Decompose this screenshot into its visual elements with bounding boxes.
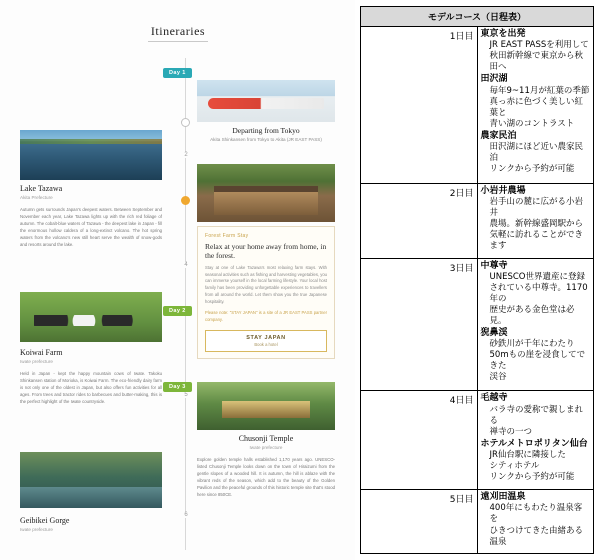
activity-heading: 小岩井農場 (480, 185, 526, 196)
gorge-image (20, 452, 162, 508)
activity-block (481, 29, 591, 73)
timeline-track (185, 58, 186, 550)
table-header: モデルコース（日程表） (361, 7, 594, 27)
activity-heading: 毛越寺 (480, 393, 508, 404)
section-title: Chusonji Temple (238, 434, 294, 443)
activity-block (481, 261, 591, 327)
activity-line: UNESCO世界遺産に登録 (489, 271, 585, 282)
page-title: Itineraries (150, 24, 206, 38)
activity-heading: 遠刈田温泉 (480, 492, 526, 503)
activity-heading: 東京を出発 (480, 29, 526, 39)
section-prefecture: Iwate prefecture (20, 527, 53, 532)
timeline-number: 2 (176, 152, 196, 158)
activity-block (481, 131, 591, 175)
section-geibikei-gorge (20, 516, 162, 532)
stay-japan-button-label: STAY JAPAN (246, 334, 286, 341)
activity-line: 気軽に訪れることができます (489, 229, 584, 251)
activity-line: されている中尊寺。1170年の (489, 282, 588, 304)
photo-geibikei-gorge[interactable] (20, 452, 162, 508)
section-prefecture: Akita Prefecture (20, 195, 53, 200)
day-content (477, 183, 594, 258)
section-lake-tazawa (20, 184, 162, 248)
photo-chusonji-temple[interactable] (197, 382, 335, 430)
promo-title: Relax at your home away from home, in the forest. (205, 242, 327, 260)
activity-heading: 田沢湖 (480, 74, 508, 85)
photo-title: Departing from Tokyo (232, 126, 300, 135)
section-title: Geibikei Gorge (20, 516, 70, 525)
table-row (361, 258, 594, 391)
day-chip-3[interactable]: Day 3 (163, 382, 192, 392)
activity-block (481, 439, 591, 483)
promo-kicker: Forest Farm Stay (205, 233, 249, 239)
day-label: 4日目 (361, 391, 478, 490)
lake-image (20, 130, 162, 180)
activity-line: 歴史がある金色堂は必見。 (489, 304, 575, 327)
activity-block (481, 328, 591, 383)
activity-heading: 農家民泊 (480, 130, 517, 141)
photo-lake-tazawa[interactable] (20, 130, 162, 180)
day-content (477, 27, 594, 184)
model-course-table-panel (356, 0, 600, 560)
section-body: Held in Japan - kept the happy mountain cows of Iwate. Takoku Shinkansen station of Morioka, is Koiwai Farm. The eco-friendly dairy farm is not only one of the oldest in Japan, but also offers fun activities for all ages. From trees and tractor rides to barbecues and butter-making, this is the perfect highlight of the Iwate countryside. (20, 371, 162, 405)
section-koiwai-farm (20, 348, 162, 405)
activity-line: 50mもの崖を浸食してできた (489, 350, 586, 372)
activity-line: リンクから予約が可能 (489, 164, 575, 175)
activity-heading: ホテルメトロポリタン仙台 (480, 438, 588, 449)
activity-line: 田沢湖にほど近い農家民泊 (489, 142, 584, 164)
activity-line: 青い湖のコントラスト (489, 118, 575, 129)
stay-japan-button[interactable] (205, 330, 327, 352)
activity-block (481, 492, 591, 547)
activity-heading: 猊鼻渓 (480, 328, 508, 339)
activity-block (481, 186, 591, 252)
table-row (361, 183, 594, 258)
table-row (361, 27, 594, 184)
activity-line: シティホテル (489, 461, 540, 471)
timeline-number: 4 (176, 262, 196, 268)
activity-line: 秋田新幹線で東京から秋田へ (489, 51, 584, 73)
section-title: Koiwai Farm (20, 348, 63, 357)
activity-line: JR EAST PASSを利用して (489, 40, 589, 51)
activity-line: 毎年9~11月が紅葉の季節 (489, 85, 590, 96)
activity-line: 400年にもわたり温泉客を (489, 503, 583, 525)
activity-line: 砂鉄川が千年にわたり (489, 339, 575, 350)
photo-departing-tokyo[interactable] (197, 80, 335, 144)
activity-block (481, 74, 591, 129)
farmhouse-image (197, 164, 335, 222)
day-content (477, 391, 594, 490)
day-label: 1日目 (361, 27, 478, 184)
activity-line: 禅寺の一つ (489, 426, 533, 437)
cows-image (20, 292, 162, 342)
table-row (361, 490, 594, 554)
photo-koiwai-farm[interactable] (20, 292, 162, 342)
day-chip-1[interactable]: Day 1 (163, 68, 192, 78)
table-row (361, 391, 594, 490)
timeline-dot-active[interactable] (181, 196, 190, 205)
section-body: Explore golden temple halls established 1,170 years ago. UNESCO-listed Chusonji Temple looks down on the town of Hiraizumi from the gentle slopes of a wooded hill. It is autumn, the hill is ablaze with the vibrant reds of the season, which add to the beauty of the Golden Pavilion and the peaceful grounds of this historic temple site that's stood here since 850CE. (197, 457, 335, 498)
activity-heading: 中尊寺 (480, 260, 508, 271)
activity-line: 岩手山の麓に広がる小岩井 (489, 196, 584, 218)
activity-line: 農場。新幹線盛岡駅から (489, 218, 584, 229)
day-label: 3日目 (361, 258, 478, 391)
activity-line: 真っ赤に色づく美しい紅葉と (489, 96, 584, 118)
activity-line: リンクから予約が可能 (489, 472, 575, 483)
activity-line: バラ寺の愛称で親しまれる (489, 404, 584, 426)
timeline-dot[interactable] (181, 118, 190, 127)
temple-image (197, 382, 335, 430)
title-divider (148, 41, 208, 42)
section-chusonji-temple (197, 434, 335, 498)
book-hotel-label: Book a hotel (254, 341, 278, 347)
promo-note: Please note: "STAY JAPAN" is a site of a JR EAST PASS partner company. (205, 310, 327, 323)
day-chip-2[interactable]: Day 2 (163, 306, 192, 316)
shinkansen-image (197, 80, 335, 122)
activity-line: 渓谷 (489, 372, 507, 383)
timeline-number: 6 (176, 512, 196, 518)
day-label: 5日目 (361, 490, 478, 554)
photo-forest-farm[interactable] (197, 164, 335, 222)
forest-farm-stay-card[interactable] (197, 226, 335, 359)
model-course-table (360, 6, 594, 554)
section-prefecture: Iwate prefecture (20, 359, 53, 364)
activity-line: JR仙台駅に隣接した (489, 449, 566, 460)
day-content (477, 490, 594, 554)
section-title: Lake Tazawa (20, 184, 63, 193)
section-body: Autumn gets surrounds Japan's deepest waters. Between September and November each year, Lake Tazawa lights up with the rich red foliage of autumn. The cobalt-blue waters of Tazawa - the deepest lake in Japan - fill the enormous hollow caldera of a long-extinct volcano. The hot spring waters from the volcano's new still heart serve the wealth of snow-gods and resorts around the lake. (20, 207, 162, 248)
day-content (477, 258, 594, 391)
activity-block (481, 393, 591, 437)
table-body (361, 27, 594, 554)
promo-body: Stay at one of Lake Tazawa's most relaxing farm stays. With seasonal activities such as fishing and harvesting vegetables, you can immerse yourself in the local farming lifestyle. Your local host family has been providing unforgettable experiences to travellers from all around the world. Let them show you the true Japanese hospitality. (205, 265, 327, 304)
activity-line: ひきつけてきた由緒ある温泉 (489, 525, 584, 547)
photo-subtitle: Akita Shinkansen from Tokyo to Akita (JR EAST PASS) (210, 137, 322, 142)
timeline-number: 5 (176, 392, 196, 398)
day-label: 2日目 (361, 183, 478, 258)
section-prefecture: Iwate prefecture (249, 445, 283, 450)
